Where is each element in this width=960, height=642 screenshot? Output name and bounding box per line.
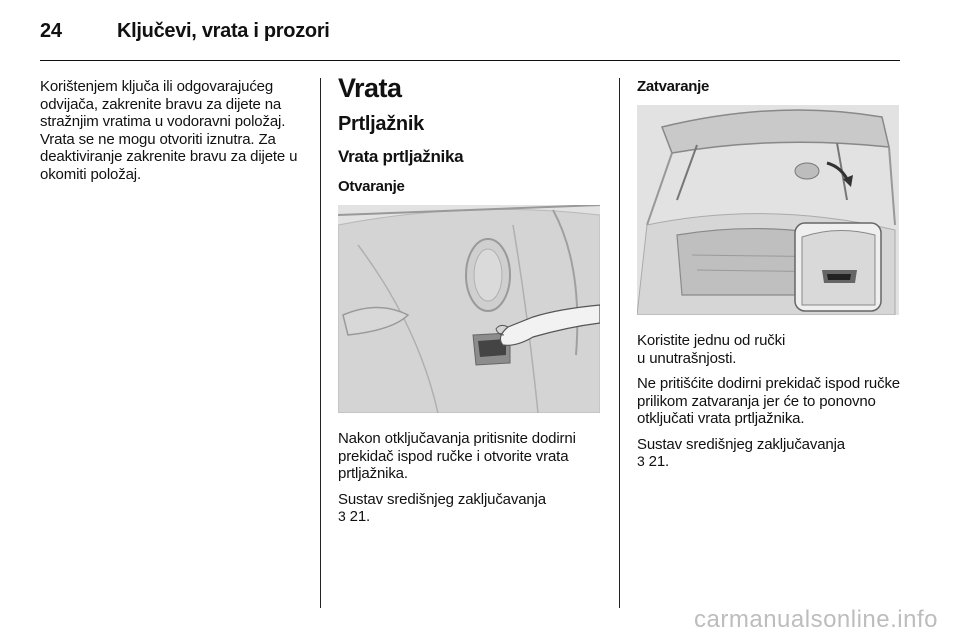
reference-label: Sustav središnjeg zaključavanja	[338, 490, 546, 508]
reference-arrow-icon: 3	[637, 453, 645, 469]
closing-handle-paragraph	[637, 332, 902, 367]
child-lock-paragraph: Korištenjem ključa ili odgovarajućeg odvijača, zakrenite bravu za dijete na stražnjim vratima u vodoravni položaj. Vrata se ne mogu otvoriti iznutra. Za deaktiviranje zakrenite bravu za dijete u okomiti položaj.	[40, 78, 298, 183]
tailgate-opening-illustration	[338, 205, 600, 413]
reference-arrow-icon: 3	[338, 508, 346, 524]
reference-page-link[interactable]: 21.	[349, 508, 371, 525]
column-divider-right	[619, 78, 620, 608]
tailgate-handle-drawing	[338, 205, 600, 413]
tailgate-closing-illustration	[637, 105, 899, 315]
reference-page-link[interactable]: 21.	[648, 453, 670, 470]
subheading-trunk: Prtljažnik	[338, 113, 424, 135]
tailgate-interior-handle-drawing	[637, 105, 899, 315]
closing-warning-paragraph: Ne pritišćite dodirni prekidač ispod ručke prilikom zatvaranja jer će to ponovno otključati vrata prtljažnika.	[637, 375, 900, 427]
section-title-opening: Otvaranje	[338, 178, 405, 195]
reference-label: Sustav središnjeg zaključavanja	[637, 435, 845, 453]
opening-paragraph: Nakon otključavanja pritisnite dodirni prekidač ispod ručke i otvorite vrata prtljažnika.	[338, 430, 576, 482]
section-title-closing: Zatvaranje	[637, 78, 710, 95]
left-column	[40, 78, 306, 191]
central-locking-reference-right	[637, 436, 902, 471]
subheading-tailgate: Vrata prtljažnika	[338, 147, 464, 166]
watermark: carmanualsonline.info	[694, 606, 938, 633]
right-column-text	[637, 332, 902, 479]
page-number: 24	[40, 20, 62, 42]
central-locking-reference	[338, 491, 603, 526]
section-heading-doors: Vrata	[338, 73, 402, 103]
running-title: Ključevi, vrata i prozori	[117, 20, 330, 42]
closing-handle-line-1: Koristite jednu od ručki	[637, 332, 786, 349]
header-rule	[40, 60, 900, 61]
middle-column-text	[338, 430, 603, 534]
column-divider-left	[320, 78, 321, 608]
closing-handle-line-2: u unutrašnjosti.	[637, 349, 737, 367]
